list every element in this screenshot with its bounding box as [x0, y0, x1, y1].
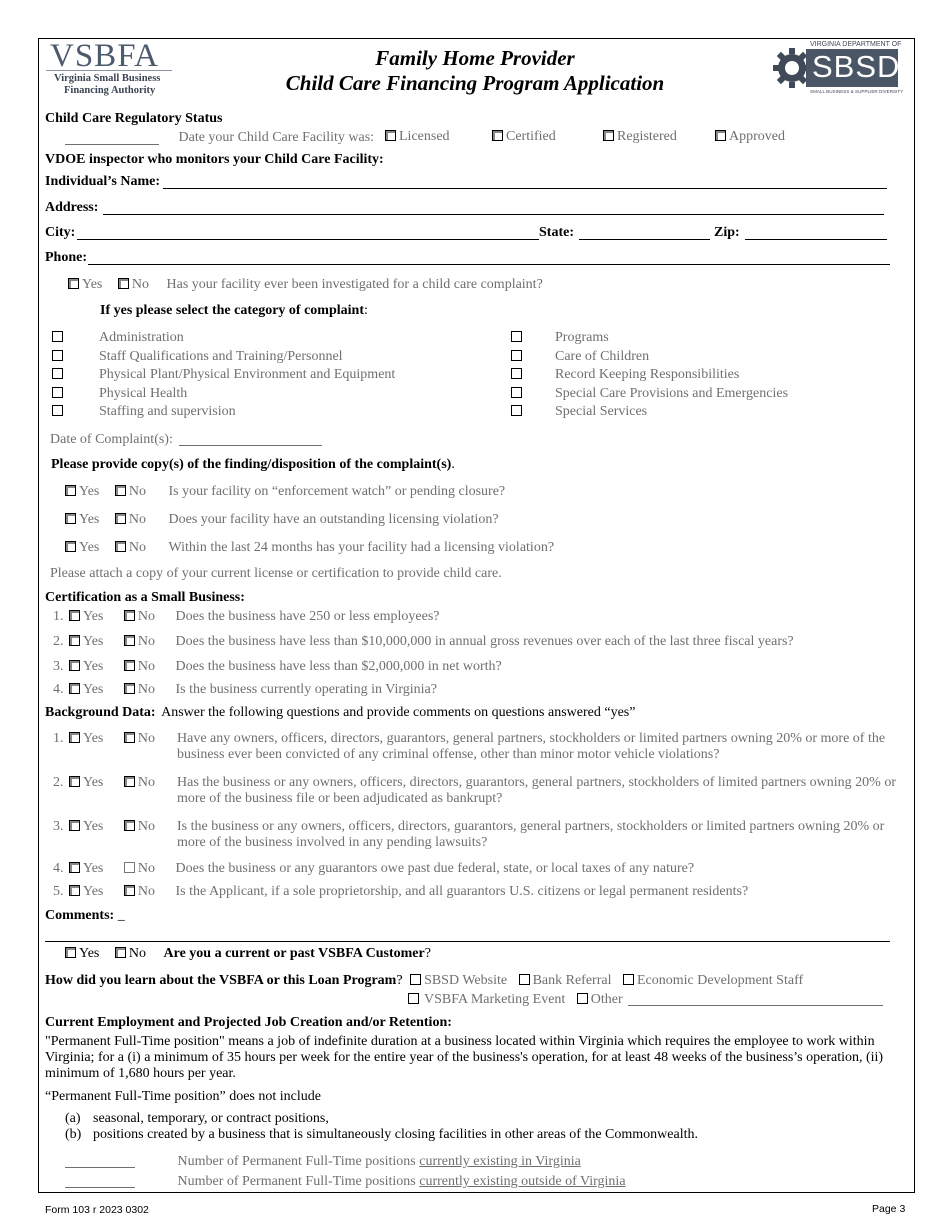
- no-option[interactable]: No: [124, 884, 155, 899]
- category-item[interactable]: Staff Qualifications and Training/Personnel: [52, 349, 395, 368]
- category-item[interactable]: Care of Children: [511, 349, 788, 368]
- customer-row: [65, 946, 431, 962]
- learn-row-2: [408, 991, 883, 1008]
- name-field[interactable]: [163, 188, 887, 189]
- learn-option-bank-referral[interactable]: Bank Referral: [519, 973, 612, 988]
- category-item[interactable]: Physical Health: [52, 386, 395, 405]
- yes-option[interactable]: Yes: [65, 540, 99, 555]
- facility-question: Within the last 24 months has your facility had a licensing violation?: [168, 540, 555, 555]
- background-heading: Background Data:: [45, 705, 156, 720]
- status-date-label: Date your Child Care Facility was:: [178, 130, 375, 145]
- cert-question: Does the business have less than $10,000,000 in annual gross revenues over each of the last three fiscal years?: [175, 634, 794, 649]
- inspector-heading: VDOE inspector who monitors your Child Care Facility:: [45, 152, 384, 167]
- positions-in-virginia-field[interactable]: [65, 1153, 135, 1168]
- complaint-date-field[interactable]: [179, 431, 322, 446]
- bg-question-3: Is the business or any owners, officers, directors, guarantors, general partners, stockholders or limited partners owning 20% or more of the business involved in any pending lawsuits?: [177, 819, 885, 850]
- address-field[interactable]: [103, 214, 884, 215]
- no-option[interactable]: No: [124, 819, 155, 834]
- phone-field[interactable]: [88, 264, 890, 265]
- complaint-question: Has your facility ever been investigated for a child care complaint?: [166, 277, 543, 292]
- learn-option-econ-dev-staff[interactable]: Economic Development Staff: [623, 973, 803, 988]
- yes-option[interactable]: Yes: [69, 884, 103, 899]
- vsbfa-logo-line1: Virginia Small Business: [54, 73, 161, 84]
- cert-question: Is the business currently operating in Virginia?: [175, 682, 437, 697]
- vsbfa-logo-text: VSBFA: [50, 38, 159, 74]
- regulatory-status-heading: Child Care Regulatory Status: [45, 111, 223, 126]
- form-title-line1: Family Home Provider: [375, 46, 575, 70]
- complaint-question-row: [68, 277, 543, 293]
- category-item[interactable]: Special Care Provisions and Emergencies: [511, 386, 788, 405]
- cert-question: Does the business have 250 or less employees?: [175, 609, 440, 624]
- zip-field[interactable]: [745, 239, 887, 240]
- yes-option[interactable]: Yes: [65, 512, 99, 527]
- employment-definition: "Permanent Full-Time position" means a job of indefinite duration at a business located within Virginia which requires the employee to work within Virginia; for a (i) a minimum of 35 hours per week for the entire year of the business's operation, for at least 48 weeks of the business’s operation, (ii) minimum of 1,680 hours per year.: [45, 1034, 884, 1081]
- approved-checkbox[interactable]: [715, 130, 726, 141]
- positions-outside-virginia-field[interactable]: [65, 1173, 135, 1188]
- category-item[interactable]: Physical Plant/Physical Environment and Equipment: [52, 367, 395, 386]
- sbsd-logo-bottom: SMALL BUSINESS & SUPPLIER DIVERSITY: [810, 89, 904, 94]
- complaint-categories-right: [511, 330, 788, 423]
- bg-question-1: Have any owners, officers, directors, guarantors, general partners, stockholders or limited partners owning 20% or more of the business ever been convicted of any criminal offense, other than minor motor vehicle violations?: [177, 731, 886, 762]
- facility-question: Is your facility on “enforcement watch” or pending closure?: [168, 484, 506, 499]
- category-item[interactable]: Record Keeping Responsibilities: [511, 367, 788, 386]
- cert-question-row: 2. Yes No Does the business have less than $10,000,000 in annual gross revenues over each of the last three fiscal years?: [53, 634, 794, 649]
- category-item[interactable]: Programs: [511, 330, 788, 349]
- facility-question-row: [65, 484, 505, 500]
- positions-in-virginia-link[interactable]: currently existing in Virginia: [419, 1154, 581, 1169]
- employment-heading: Current Employment and Projected Job Creation and/or Retention:: [45, 1015, 452, 1030]
- no-option[interactable]: No: [115, 946, 146, 961]
- category-item[interactable]: Staffing and supervision: [52, 404, 395, 423]
- no-option[interactable]: No: [124, 775, 155, 790]
- registered-checkbox[interactable]: [603, 130, 614, 141]
- learn-row: [45, 973, 803, 989]
- no-option[interactable]: No: [115, 540, 146, 555]
- page-number: Page 3: [872, 1203, 906, 1215]
- positions-outside-virginia-row: Number of Permanent Full-Time positions currently existing outside of Virginia: [65, 1173, 626, 1190]
- status-option-certified[interactable]: Certified: [492, 129, 556, 145]
- comments-field[interactable]: _: [117, 908, 125, 923]
- name-label: Individual’s Name:: [45, 174, 161, 189]
- yes-option[interactable]: Yes: [69, 682, 103, 697]
- sbsd-logo: [772, 40, 904, 96]
- no-option[interactable]: No: [115, 484, 146, 499]
- other-field[interactable]: [628, 991, 883, 1006]
- sbsd-logo-text: SBSD: [812, 49, 901, 84]
- yes-option[interactable]: Yes: [65, 484, 99, 499]
- learn-option-other[interactable]: Other: [577, 992, 623, 1007]
- comments-label: Comments:: [45, 908, 115, 923]
- status-option-registered[interactable]: Registered: [603, 129, 677, 145]
- category-item[interactable]: Special Services: [511, 404, 788, 423]
- facility-question: Does your facility have an outstanding licensing violation?: [168, 512, 499, 527]
- form-title-line2: Child Care Financing Program Application: [285, 71, 665, 95]
- sbsd-logo-top: VIRGINIA DEPARTMENT OF: [810, 41, 902, 48]
- positions-outside-virginia-link[interactable]: currently existing outside of Virginia: [419, 1174, 626, 1189]
- complaint-categories-left: [52, 330, 395, 423]
- no-option[interactable]: No: [124, 682, 155, 697]
- certified-checkbox[interactable]: [492, 130, 503, 141]
- copy-note: Please provide copy(s) of the finding/disposition of the complaint(s).: [51, 457, 455, 472]
- address-label: Address:: [45, 200, 99, 215]
- licensed-checkbox[interactable]: [385, 130, 396, 141]
- exclusion-b: (b) positions created by a business that is simultaneously closing facilities in other areas of the Commonwealth.: [65, 1127, 698, 1142]
- comments-row: [45, 908, 125, 924]
- learn-option-marketing-event[interactable]: VSBFA Marketing Event: [408, 992, 565, 1007]
- cert-question-row: 1. Yes No Does the business have 250 or less employees?: [53, 609, 440, 624]
- status-date-field[interactable]: [65, 129, 159, 145]
- customer-question: Are you a current or past VSBFA Customer?: [163, 946, 431, 961]
- no-option[interactable]: No: [124, 731, 155, 746]
- bg-question-5: Is the Applicant, if a sole proprietorship, and all guarantors U.S. citizens or legal permanent residents?: [175, 884, 749, 899]
- not-include-text: “Permanent Full-Time position” does not include: [45, 1089, 321, 1104]
- yes-option[interactable]: Yes: [69, 659, 103, 674]
- category-item[interactable]: Administration: [52, 330, 395, 349]
- status-option-licensed[interactable]: Licensed: [385, 129, 450, 145]
- vsbfa-logo-line2: Financing Authority: [64, 85, 156, 96]
- certification-heading: Certification as a Small Business:: [45, 590, 245, 605]
- status-option-approved[interactable]: Approved: [715, 129, 785, 145]
- bg-question-row: 5. Yes No Is the Applicant, if a sole proprietorship, and all guarantors U.S. citizens or legal permanent residents?: [53, 884, 749, 899]
- city-label: City:: [45, 225, 76, 240]
- background-heading-row: [45, 705, 635, 721]
- no-option[interactable]: No: [124, 634, 155, 649]
- no-option[interactable]: No: [124, 609, 155, 624]
- bg-question-row: 4. Yes No Does the business or any guarantors owe past due federal, state, or local taxes of any nature?: [53, 861, 695, 876]
- bg-question-row: 3. Yes No: [53, 819, 155, 834]
- no-option[interactable]: No: [115, 512, 146, 527]
- complaint-category-heading: If yes please select the category of complaint:: [100, 303, 368, 318]
- regulatory-status-row: [65, 129, 374, 146]
- form-id: Form 103 r 2023 0302: [45, 1204, 149, 1216]
- city-field[interactable]: [77, 239, 539, 240]
- complaint-yes[interactable]: Yes: [68, 277, 102, 292]
- complaint-date-row: [50, 431, 322, 448]
- comments-line[interactable]: [45, 941, 890, 942]
- no-option[interactable]: No: [124, 861, 155, 876]
- state-field[interactable]: [579, 239, 710, 240]
- positions-in-virginia-row: Number of Permanent Full-Time positions currently existing in Virginia: [65, 1153, 581, 1170]
- bg-question-4: Does the business or any guarantors owe past due federal, state, or local taxes of any nature?: [175, 861, 695, 876]
- state-label: State:: [539, 225, 574, 240]
- zip-label: Zip:: [714, 225, 740, 240]
- attach-note: Please attach a copy of your current license or certification to provide child care.: [50, 566, 502, 581]
- facility-question-row: [65, 512, 499, 528]
- learn-question: How did you learn about the VSBFA or this Loan Program?: [45, 973, 403, 988]
- complaint-no[interactable]: No: [118, 277, 149, 292]
- learn-option-sbsd-website[interactable]: SBSD Website: [410, 973, 507, 988]
- yes-option[interactable]: Yes: [69, 634, 103, 649]
- cert-question-row: 3. Yes No Does the business have less than $2,000,000 in net worth?: [53, 659, 502, 674]
- exclusion-a: (a) seasonal, temporary, or contract positions,: [65, 1111, 329, 1126]
- phone-label: Phone:: [45, 250, 87, 265]
- yes-option[interactable]: Yes: [65, 946, 99, 961]
- yes-option[interactable]: Yes: [69, 819, 103, 834]
- background-intro: Answer the following questions and provide comments on questions answered “yes”: [161, 705, 636, 720]
- no-option[interactable]: No: [124, 659, 155, 674]
- yes-option[interactable]: Yes: [69, 861, 103, 876]
- yes-option[interactable]: Yes: [69, 731, 103, 746]
- cert-question: Does the business have less than $2,000,000 in net worth?: [175, 659, 502, 674]
- cert-question-row: 4. Yes No Is the business currently operating in Virginia?: [53, 682, 437, 697]
- bg-question-2: Has the business or any owners, officers, directors, guarantors, general partners, stockholders of limited partners owning 20% or more of the business file or been adjudicated as bankrupt?: [177, 775, 896, 806]
- bg-question-row: 1. Yes No: [53, 731, 155, 746]
- yes-option[interactable]: Yes: [69, 609, 103, 624]
- bg-question-row: 2. Yes No: [53, 775, 155, 790]
- complaint-date-label: Date of Complaint(s):: [50, 432, 173, 447]
- facility-question-row: [65, 540, 554, 556]
- yes-option[interactable]: Yes: [69, 775, 103, 790]
